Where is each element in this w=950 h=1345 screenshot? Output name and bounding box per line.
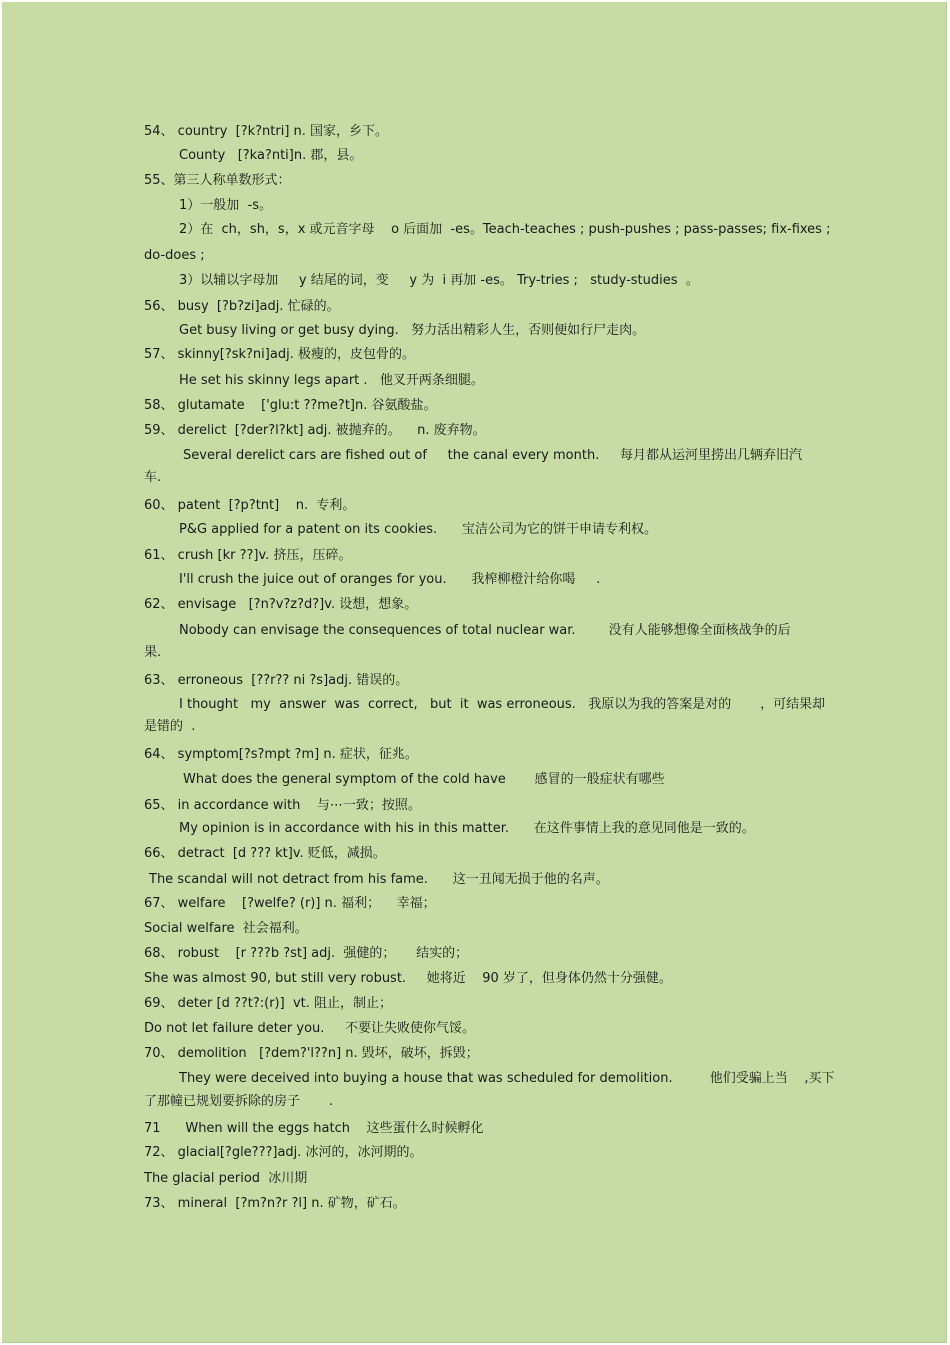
text-line: They were deceived into buying a house that was scheduled for demolition. 他们受骗上当 ,买下 xyxy=(179,1071,835,1086)
text-line: 72、 glacial[?gle???]adj. 冰河的，冰河期的。 xyxy=(144,1145,423,1160)
text-line: 66、 detract [d ??? kt]v. 贬低，减损。 xyxy=(144,846,386,861)
text-line: 3）以辅以字母加 y 结尾的词，变 y 为 i 再加 -es。 Try-tries ; study-studies 。 xyxy=(179,273,699,288)
text-line: I'll crush the juice out of oranges for you. 我榨柳橙汁给你喝 . xyxy=(179,572,601,587)
text-line: 67、 welfare [?welfe? (r)] n. 福利； 幸福； xyxy=(144,896,436,911)
text-line: 55、第三人称单数形式： xyxy=(144,173,291,188)
text-line: County [?ka?nti]n. 郡，县。 xyxy=(179,148,363,163)
text-line: 54、 country [?k?ntri] n. 国家，乡下。 xyxy=(144,124,389,139)
text-line: 58、 glutamate ['glu:t ??me?t]n. 谷氨酸盐。 xyxy=(144,398,437,413)
text-line: 60、 patent [?p?tnt] n. 专利。 xyxy=(144,498,356,513)
text-line: 2）在 ch，sh，s，x 或元音字母 o 后面加 -es。Teach-teaches ; push-pushes ; pass-passes; fix-fixes ; xyxy=(179,222,831,237)
document-page xyxy=(2,2,947,1343)
text-line: 1）一般加 -s。 xyxy=(179,198,272,213)
text-line: Get busy living or get busy dying. 努力活出精彩人生，否则便如行尸走肉。 xyxy=(179,323,646,338)
text-line: She was almost 90, but still very robust. 她将近 90 岁了，但身体仍然十分强健。 xyxy=(144,971,672,986)
text-line: 57、 skinny[?sk?ni]adj. 极瘦的，皮包骨的。 xyxy=(144,347,415,362)
text-line: 了那幢已规划要拆除的房子 . xyxy=(144,1094,334,1109)
text-line: 63、 erroneous [??r?? ni ?s]adj. 错误的。 xyxy=(144,673,409,688)
text-line: I thought my answer was correct, but it was erroneous. 我原以为我的答案是对的 ，可结果却 xyxy=(179,697,826,712)
text-line: 64、 symptom[?s?mpt ?m] n. 症状，征兆。 xyxy=(144,747,418,762)
text-line: Several derelict cars are fished out of the canal every month. 每月都从运河里捞出几辆弃旧汽 xyxy=(183,448,802,463)
text-line: He set his skinny legs apart . 他叉开两条细腿。 xyxy=(179,373,484,388)
text-line: The scandal will not detract from his fame. 这一丑闻无损于他的名声。 xyxy=(149,872,609,887)
text-line: What does the general symptom of the cold have 感冒的一般症状有哪些 xyxy=(183,772,665,787)
text-line: 65、 in accordance with 与⋯一致；按照。 xyxy=(144,798,421,813)
text-line: 61、 crush [kr ??]v. 挤压，压碎。 xyxy=(144,548,352,563)
text-line: P&G applied for a patent on its cookies. 宝洁公司为它的饼干申请专利权。 xyxy=(179,522,657,537)
text-line: 车. xyxy=(144,470,162,485)
text-line: My opinion is in accordance with his in this matter. 在这件事情上我的意见同他是一致的。 xyxy=(179,821,755,836)
text-line: 59、 derelict [?der?l?kt] adj. 被抛弃的。 n. 废弃物。 xyxy=(144,423,486,438)
text-line: 果. xyxy=(144,645,162,660)
text-line: 62、 envisage [?n?v?z?d?]v. 设想，想象。 xyxy=(144,597,418,612)
text-line: 71 When will the eggs hatch 这些蛋什么时候孵化 xyxy=(144,1121,484,1136)
text-line: 是错的 . xyxy=(144,719,196,734)
text-line: 69、 deter [d ??t?:(r)] vt. 阻止，制止； xyxy=(144,996,393,1011)
text-line: do-does ; xyxy=(144,248,205,263)
text-line: 56、 busy [?b?zi]adj. 忙碌的。 xyxy=(144,299,340,314)
text-line: The glacial period 冰川期 xyxy=(144,1171,308,1186)
text-line: 73、 mineral [?m?n?r ?l] n. 矿物，矿石。 xyxy=(144,1196,406,1211)
text-line: Nobody can envisage the consequences of total nuclear war. 没有人能够想像全面核战争的后 xyxy=(179,623,791,638)
text-line: 68、 robust [r ???b ?st] adj. 强健的； 结实的； xyxy=(144,946,469,961)
text-line: Do not let failure deter you. 不要让失败使你气馁。 xyxy=(144,1021,476,1036)
text-line: 70、 demolition [?dem?'l??n] n. 毁坏，破坏，拆毁； xyxy=(144,1046,479,1061)
text-line: Social welfare 社会福利。 xyxy=(144,921,308,936)
